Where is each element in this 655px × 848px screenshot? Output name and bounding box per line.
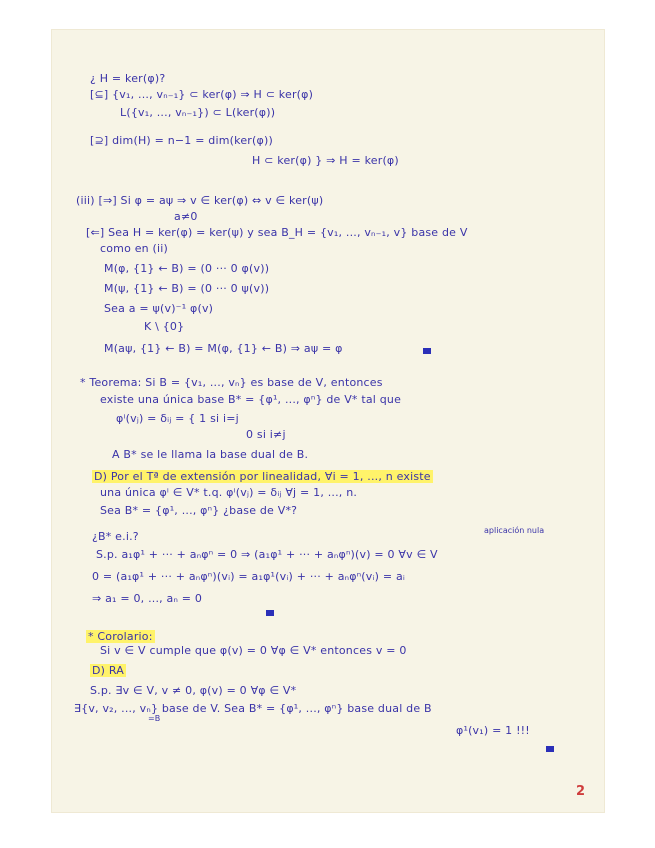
note-line: ⇒ a₁ = 0, ..., aₙ = 0 xyxy=(92,592,203,605)
note-line: H ⊂ ker(φ) } ⇒ H = ker(φ) xyxy=(252,154,399,167)
note-line: a≠0 xyxy=(174,210,198,223)
note-line: L({v₁, ..., vₙ₋₁}) ⊂ L(ker(φ)) xyxy=(120,106,276,119)
page-number: 2 xyxy=(576,784,586,799)
note-line: ¿B* e.i.? xyxy=(92,530,139,543)
note-line xyxy=(92,470,433,484)
note-line: como en (ii) xyxy=(100,242,169,255)
note-line: [⇐] Sea H = ker(φ) = ker(ψ) y sea B_H = {v₁, ..., vₙ₋₁, v} base de V xyxy=(86,226,468,239)
note-line: [⊆] {v₁, ..., vₙ₋₁} ⊂ ker(φ) ⇒ H ⊂ ker(φ) xyxy=(90,88,314,101)
note-line: ¿ H = ker(φ)? xyxy=(90,72,166,85)
note-line: una única φⁱ ∈ V* t.q. φⁱ(vⱼ) = δᵢⱼ ∀j = 1, ..., n. xyxy=(100,486,358,499)
note-line: Si v ∈ V cumple que φ(v) = 0 ∀φ ∈ V* entonces v = 0 xyxy=(100,644,407,657)
note-line: M(φ, {1} ← B) = (0 ··· 0 φ(v)) xyxy=(104,262,270,275)
note-line: M(aψ, {1} ← B) = M(φ, {1} ← B) ⇒ aψ = φ xyxy=(104,342,343,355)
end-of-proof-mark xyxy=(423,348,431,354)
end-of-proof-mark xyxy=(546,746,554,752)
note-line: S.p. ∃v ∈ V, v ≠ 0, φ(v) = 0 ∀φ ∈ V* xyxy=(90,684,297,697)
margin-annotation: aplicación nula xyxy=(484,526,545,535)
note-line: Sea a = ψ(v)⁻¹ φ(v) xyxy=(104,302,214,315)
corollary-heading: * Corolario: xyxy=(88,630,153,643)
end-of-proof-mark xyxy=(266,610,274,616)
note-line: φⁱ(vⱼ) = δᵢⱼ = { 1 si i=j xyxy=(116,412,239,425)
note-line: Sea B* = {φ¹, ..., φⁿ} ¿base de V*? xyxy=(100,504,298,517)
note-line: S.p. a₁φ¹ + ··· + aₙφⁿ = 0 ⇒ (a₁φ¹ + ··· + aₙφⁿ)(v) = 0 ∀v ∈ V xyxy=(96,548,438,561)
note-line: 0 si i≠j xyxy=(246,428,286,441)
note-line: M(ψ, {1} ← B) = (0 ··· 0 ψ(v)) xyxy=(104,282,270,295)
note-line: φ¹(v₁) = 1 !!! xyxy=(456,724,530,737)
note-line xyxy=(86,630,155,644)
note-line: ∃{v, v₂, ..., vₙ} base de V. Sea B* = {φ¹, ..., φⁿ} base dual de B xyxy=(74,702,432,715)
notebook-page xyxy=(52,30,604,812)
note-line: A B* se le llama la base dual de B. xyxy=(112,448,309,461)
note-line: (iii) [⇒] Si φ = aψ ⇒ v ∈ ker(φ) ⇔ v ∈ ker(ψ) xyxy=(76,194,324,207)
subscript-annotation: =B xyxy=(148,714,161,723)
note-line: [⊇] dim(H) = n−1 = dim(ker(φ)) xyxy=(90,134,273,147)
note-line: K \ {0} xyxy=(144,320,185,333)
proof-text: D) Por el Tª de extensión por linealidad, ∀i = 1, ..., n existe xyxy=(94,470,431,483)
theorem-text: * Teorema: Si B = {v₁, ..., vₙ} es base de V, entonces xyxy=(80,376,383,389)
note-line xyxy=(90,664,126,678)
theorem-heading xyxy=(80,376,383,390)
proof-start: D) RA xyxy=(92,664,124,677)
note-line: existe una única base B* = {φ¹, ..., φⁿ} de V* tal que xyxy=(100,393,402,406)
note-line: 0 = (a₁φ¹ + ··· + aₙφⁿ)(vᵢ) = a₁φ¹(vᵢ) + ··· + aₙφⁿ(vᵢ) = aᵢ xyxy=(92,570,406,583)
